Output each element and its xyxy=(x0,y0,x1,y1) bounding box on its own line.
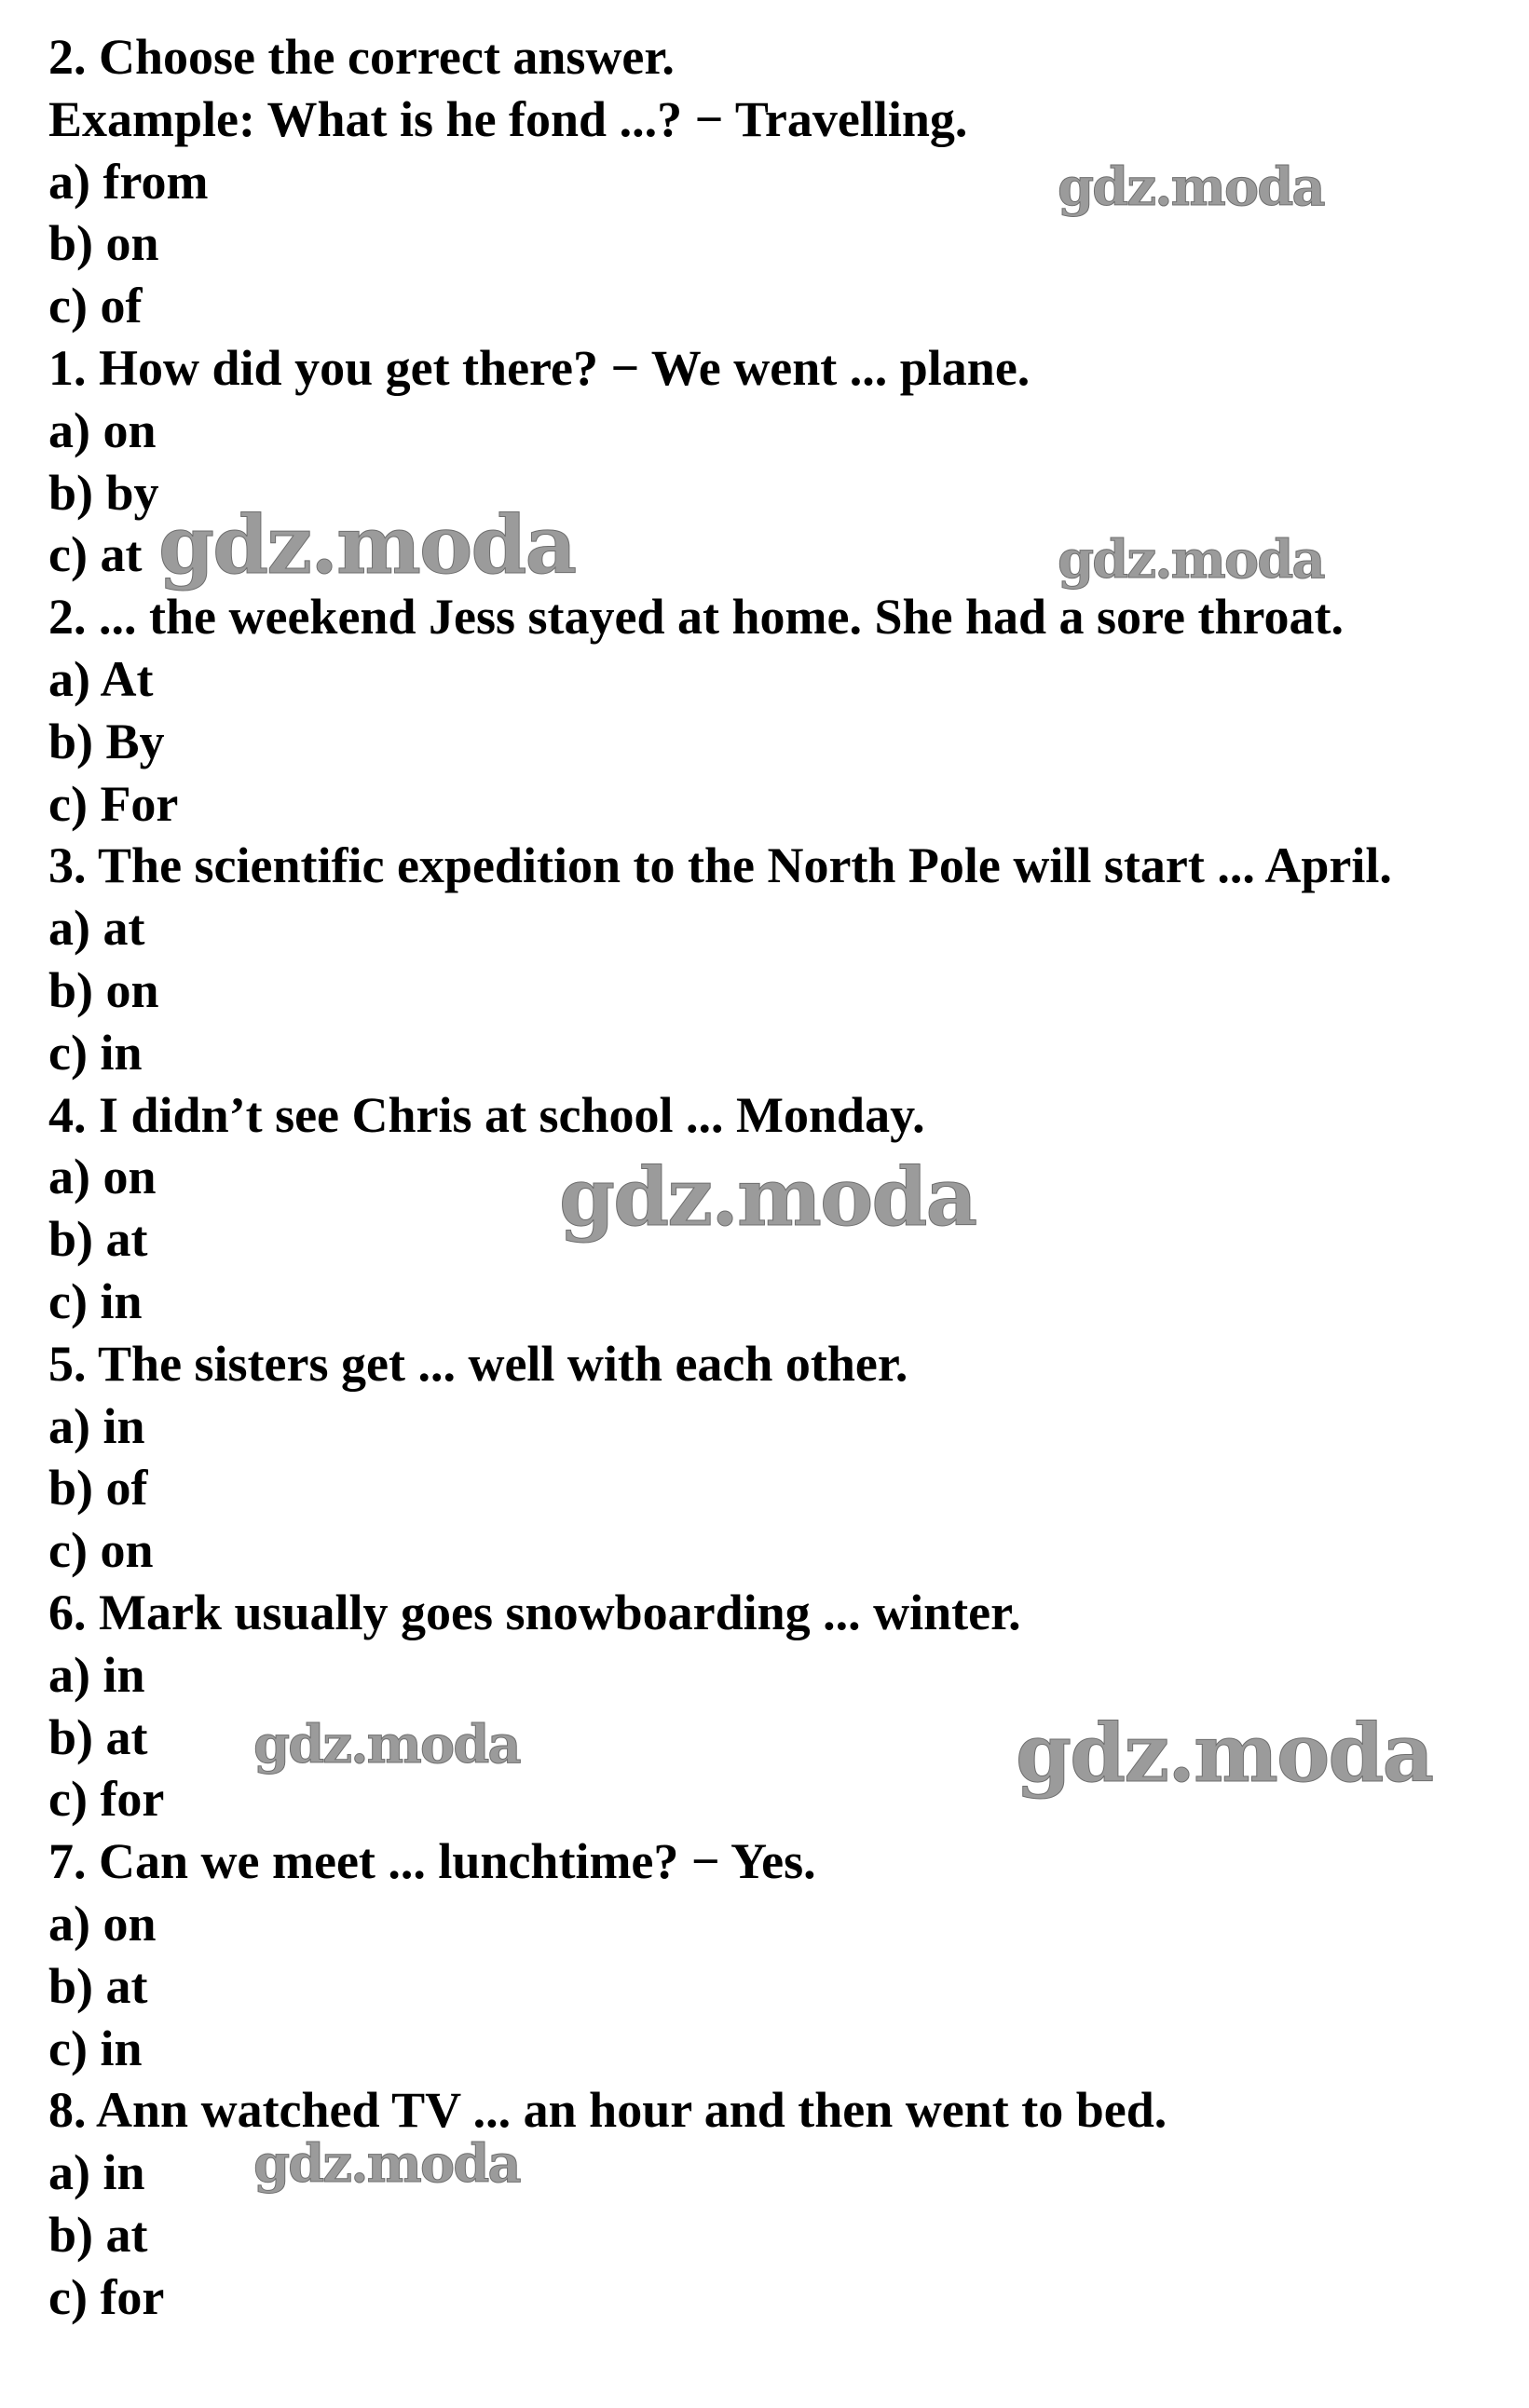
question-1-option-c: c) at xyxy=(48,526,143,583)
example-question: Example: What is he fond ...? − Travelling. xyxy=(48,90,968,147)
question-6-option-c: c) for xyxy=(48,1771,165,1828)
watermark: gdz.moda xyxy=(1058,529,1324,591)
watermark: gdz.moda xyxy=(158,498,576,592)
exercise-text xyxy=(48,26,1521,2328)
watermark: gdz.moda xyxy=(253,1714,520,1775)
watermark: gdz.moda xyxy=(1016,1707,1433,1801)
question-4-option-a: a) on xyxy=(48,1149,157,1205)
question-8-option-c: c) for xyxy=(48,2268,165,2325)
question-7-option-b: b) at xyxy=(48,1957,148,2014)
example-option-c: c) of xyxy=(48,278,143,334)
exercise-heading: 2. Choose the correct answer. xyxy=(48,29,675,85)
question-2: 2. ... the weekend Jess stayed at home. She had a sore throat. xyxy=(48,589,1344,646)
question-3: 3. The scientific expedition to the North Pole will start ... April. xyxy=(48,837,1392,894)
question-8-option-b: b) at xyxy=(48,2206,148,2263)
question-3-option-c: c) in xyxy=(48,1024,143,1081)
question-3-option-b: b) on xyxy=(48,961,159,1018)
question-4-option-c: c) in xyxy=(48,1272,143,1329)
question-8: 8. Ann watched TV ... an hour and then went to bed. xyxy=(48,2082,1167,2139)
question-6-option-a: a) in xyxy=(48,1646,145,1703)
question-2-option-b: b) By xyxy=(48,713,165,769)
question-7: 7. Can we meet ... lunchtime? − Yes. xyxy=(48,1833,816,1890)
example-option-b: b) on xyxy=(48,215,159,272)
question-1-option-a: a) on xyxy=(48,401,157,458)
watermark: gdz.moda xyxy=(1058,156,1324,218)
question-7-option-c: c) in xyxy=(48,2020,143,2076)
question-4: 4. I didn’t see Chris at school ... Monday. xyxy=(48,1086,925,1143)
question-2-option-c: c) For xyxy=(48,775,179,832)
question-2-option-a: a) At xyxy=(48,650,154,707)
question-7-option-a: a) on xyxy=(48,1895,157,1952)
question-5-option-c: c) on xyxy=(48,1522,154,1579)
question-5-option-b: b) of xyxy=(48,1460,148,1517)
question-1: 1. How did you get there? − We went ... plane. xyxy=(48,339,1031,396)
question-6-option-b: b) at xyxy=(48,1708,148,1765)
question-5: 5. The sisters get ... well with each other. xyxy=(48,1335,908,1392)
question-1-option-b: b) by xyxy=(48,464,159,521)
question-3-option-a: a) at xyxy=(48,900,145,957)
question-8-option-a: a) in xyxy=(48,2144,145,2201)
watermark: gdz.moda xyxy=(559,1150,976,1245)
question-6: 6. Mark usually goes snowboarding ... winter. xyxy=(48,1584,1021,1640)
example-option-a: a) from xyxy=(48,153,209,210)
question-5-option-a: a) in xyxy=(48,1397,145,1454)
question-4-option-b: b) at xyxy=(48,1211,148,1268)
watermark: gdz.moda xyxy=(253,2133,520,2195)
